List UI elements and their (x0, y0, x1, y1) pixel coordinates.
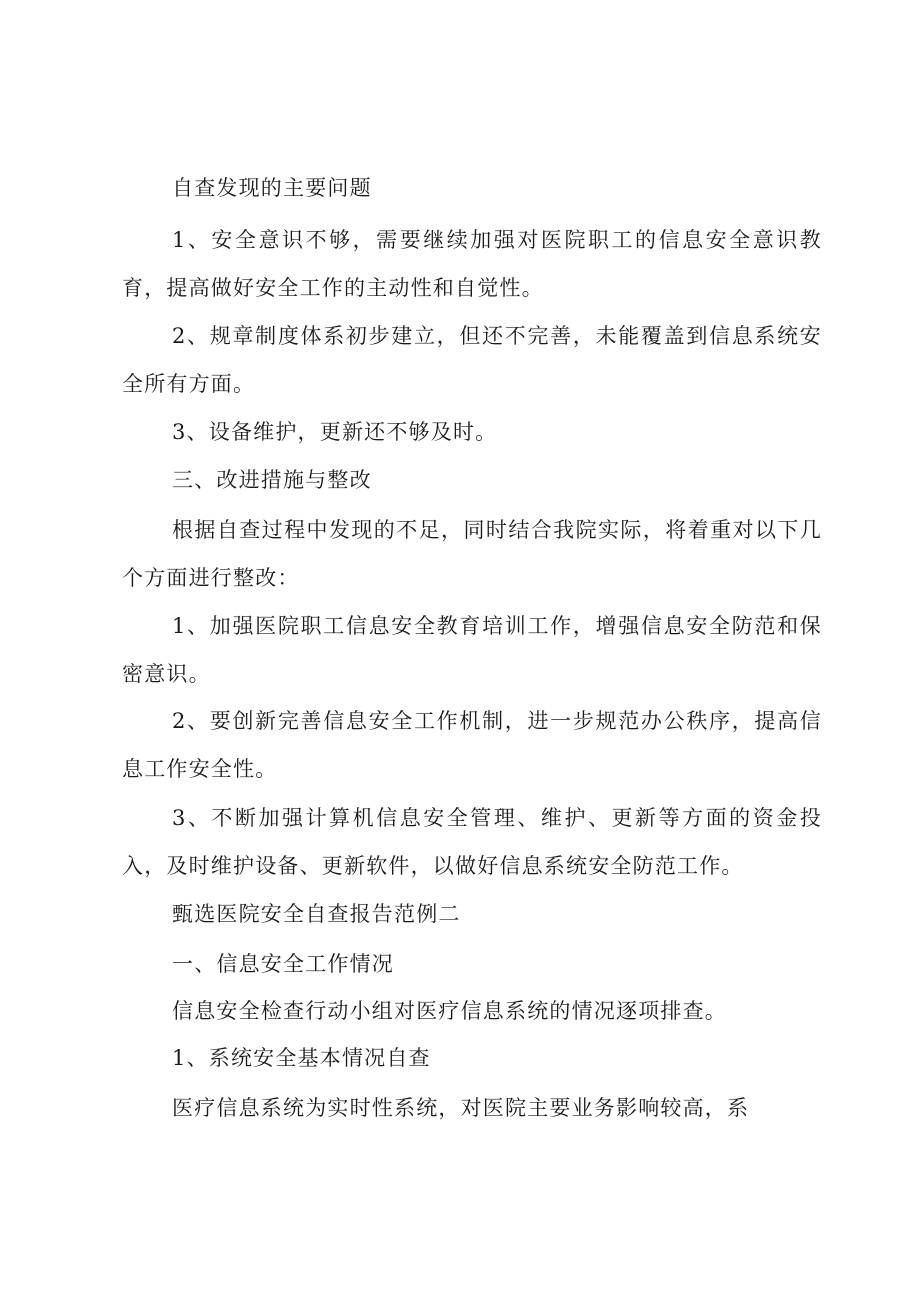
paragraph-improvement-2: 2、要创新完善信息安全工作机制，进一步规范办公秩序，提高信息工作安全性。 (122, 709, 822, 781)
paragraph-heading-self-check-issues: 自查发现的主要问题 (172, 176, 372, 200)
paragraph-system-description: 医疗信息系统为实时性系统，对医院主要业务影响较高，系 (172, 1096, 750, 1120)
paragraph-heading-example-two: 甄选医院安全自查报告范例二 (172, 902, 461, 926)
paragraph-heading-improvement: 三、改进措施与整改 (172, 468, 372, 492)
paragraph-heading-system-check: 1、系统安全基本情况自查 (172, 1046, 431, 1070)
paragraph-improvement-3: 3、不断加强计算机信息安全管理、维护、更新等方面的资金投入，及时维护设备、更新软件，以做好信息系统安全防范工作。 (122, 806, 822, 878)
paragraph-issue-3: 3、设备维护，更新还不够及时。 (172, 420, 498, 444)
paragraph-improvement-intro: 根据自查过程中发现的不足，同时结合我院实际，将着重对以下几个方面进行整改： (122, 518, 822, 590)
paragraph-issue-1: 1、安全意识不够，需要继续加强对医院职工的信息安全意识教育，提高做好安全工作的主动性和自觉性。 (122, 228, 822, 300)
paragraph-heading-info-security: 一、信息安全工作情况 (172, 952, 394, 976)
paragraph-inspection-summary: 信息安全检查行动小组对医疗信息系统的情况逐项排查。 (172, 999, 727, 1023)
paragraph-improvement-1: 1、加强医院职工信息安全教育培训工作，增强信息安全防范和保密意识。 (122, 614, 822, 686)
paragraph-issue-2: 2、规章制度体系初步建立，但还不完善，未能覆盖到信息系统安全所有方面。 (122, 324, 822, 396)
